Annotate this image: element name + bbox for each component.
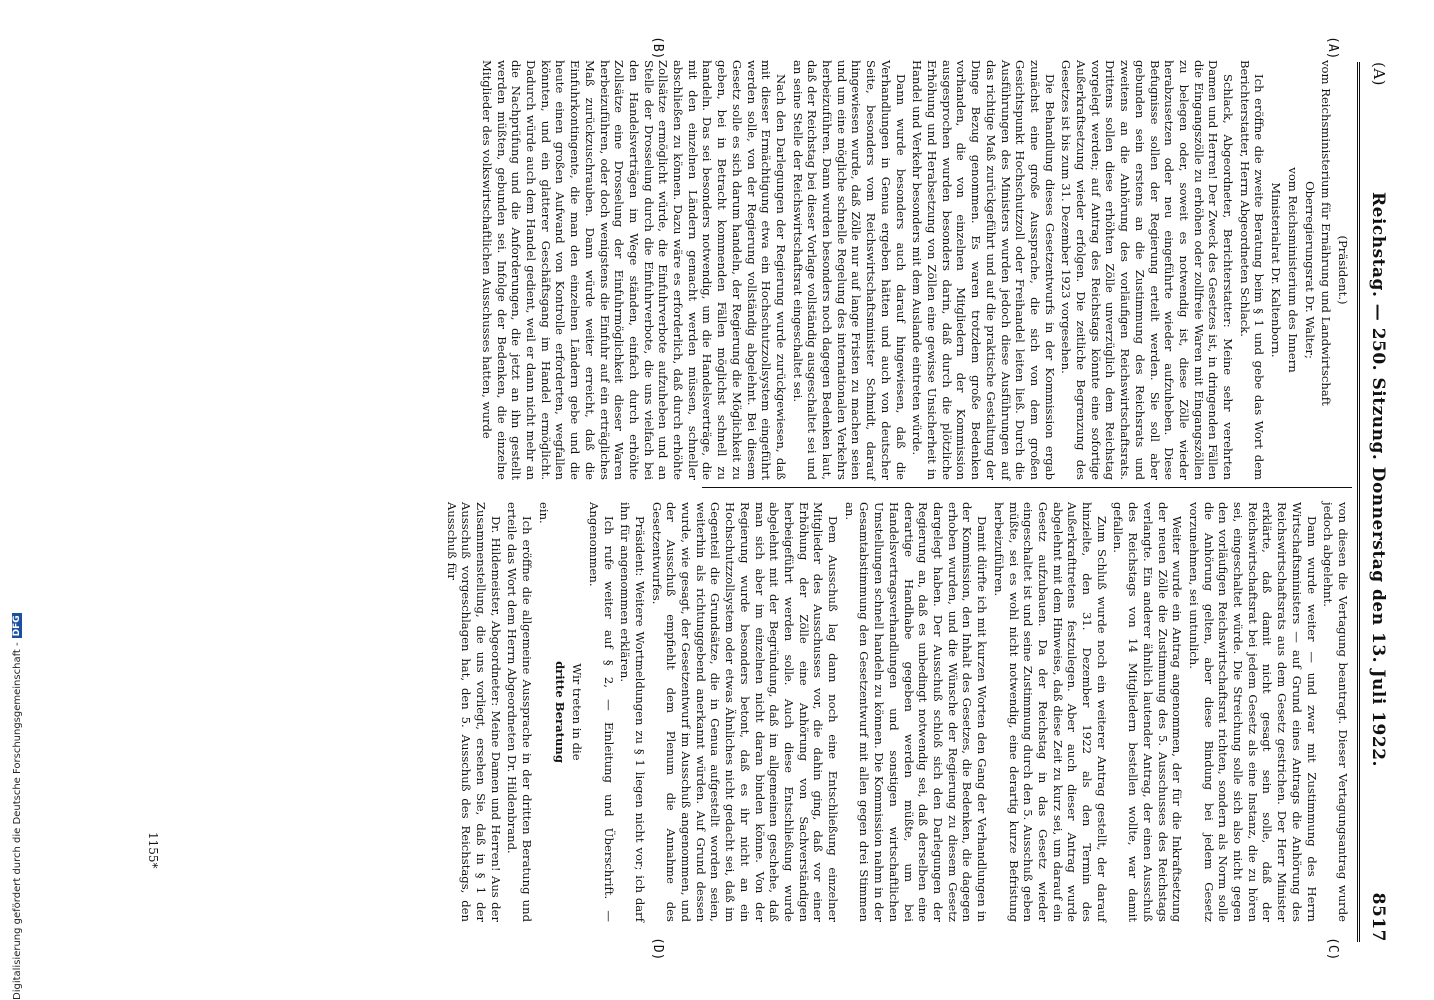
margin-marker-b: (B) <box>650 36 665 60</box>
paragraph: Schlack, Abgeordneter, Berichterstatter: Meine sehr verehrten Damen und Herren! Der Zweck des Gesetzes ist, in dringenden Fällen die Eingangszölle zu erhöhen oder zollfreie Waren mit Eingangszöllen zu belegen oder, soweit es notwendig ist, diese Zölle wieder herabzusetzen oder neu eingeführte wieder aufzuheben. Diese Befugnisse sollen der Regierung erteilt werden. Sie soll aber gebunden sein erstens an die Zustimmung des Reichsrats und zweitens an die Anhörung des vorläufigen Reichswirtschaftsrats. Drittens sollen diese erhöhten Zölle unverzüglich dem Reichstag vorgelegt werden; auf Antrag des Reichstags könnte eine sofortige Außerkraftsetzung wieder erfolgen. Die zeitliche Begrenzung des Gesetzes ist bis zum 31. Dezember 1923 vorgesehen. <box>1059 60 1236 480</box>
running-title: Reichstag. — 250. Sitzung. Donnerstag den 13. Juli 1922. <box>1368 192 1388 767</box>
paragraph: Präsident: Weitere Wortmeldungen zu § 1 liegen nicht vor; ich darf ihn für angenommen erklären. <box>618 502 647 922</box>
attendee-line: vom Reichsministerium des Innern <box>1285 167 1300 373</box>
attendee-line: vom Reichsministerium für Ernährung und Landwirtschaft <box>1319 60 1334 406</box>
paragraph: Ich eröffne die zweite Beratung beim § 1 und gebe das Wort dem Berichterstatter, Herrn Abgeordneten Schlack. <box>1237 60 1267 480</box>
paragraph: Wir treten in die <box>570 663 585 761</box>
paragraph: Zum Schluß wurde noch ein weiterer Antrag gestellt, der darauf hinzielte, den 31. Dezember 1922 als den Termin des Außerkrafttretens festzulegen. Aber auch dieser Antrag wurde abgelehnt mit dem Hinweise, daß diese Zeit zu kurz sei, um darauf ein Gesetz aufzubauen. Da der Reichstag in das Gesetz wieder eingeschaltet ist und seine Zustimmung durch den 5. Ausschuß geben müßte, sei es wohl nicht notwendig, eine derartig kurze Befristung herbeizuführen. <box>991 502 1109 922</box>
scanned-page <box>80 32 1400 972</box>
page-number: 8517 <box>1368 892 1388 942</box>
paragraph: von diesen die Vertagung beantragt. Dieser Vertagungsantrag wurde jedoch abgelehnt. <box>1321 502 1350 922</box>
margin-marker-a: (A) <box>1370 62 1388 87</box>
paragraph: Dann wurde besonders auch darauf hingewiesen, daß die Verhandlungen in Genua ergeben hätten und auch von deutscher Seite, besonders vom Reichswirtschaftsminister Schmidt, darauf hingewiesen wurde, daß Zölle nur auf lange Fristen zu machen seien und um eine mögliche schnelle Regelung des internationalen Verkehrs herbeizuführen. Dann wurden besonders noch dagegen Bedenken laut, daß der Reichstag bei dieser Vorlage vollständig ausgeschaltet sei und an seine Stelle der Reichswirtschaftsrat eingeschaltet sei. <box>790 60 908 480</box>
paragraph: Dann wurde weiter — und zwar mit Zustimmung des Herrn Wirtschaftsministers — auf Grund eines Antrags die Anhörung des Reichswirtschaftsrats aus dem Gesetz gestrichen. Der Herr Minister erklärte, daß damit nicht gesagt sein solle, daß der Reichswirtschaftsrat bei jedem Gesetz als eine Instanz, die zu hören sei, eingeschaltet würde. Die Streichung solle sich also nicht gegen den vorläufigen Reichswirtschaftsrat richten, sondern als Norm solle die Anhörung gelten, aber diese Bindung bei jedem Gesetz vorzunehmen, sei untunlich. <box>1186 502 1319 922</box>
attendee-line: Oberregierungsrat Dr. Walter; <box>1302 181 1317 359</box>
paragraph: Weiter wurde ein Antrag angenommen, der für die Inkraftsetzung der neuen Zölle die Zustimmung des 5. Ausschusses des Reichstags verlangte. Ein anderer ähnlich lautender Antrag, der einen Ausschuß des Reichstags von 14 Mitgliedern bestellen wollte, war damit gefallen. <box>1111 502 1185 922</box>
page-header <box>1357 62 1394 942</box>
section-heading: dritte Beratung <box>553 661 568 763</box>
paragraph: Damit dürfte ich mit kurzen Worten den Gang der Verhandlungen in der Kommission, den Inhalt des Gesetzes, die Bedenken, die dagegen erhoben wurden, und die Wünsche der Regierung zu diesem Gesetz dargelegt haben. Der Ausschuß schloß sich den Darlegungen der Regierung an, daß es unbedingt notwendig sei, daß derselben eine derartige Handhabe gegeben werden müßte, um bei Handelsvertragsverhandlungen und sonstigen wirtschaftlichen Umstellungen schnell handeln zu können. Die Kommission nahm in der Gesamtabstimmung den Gesetzentwurf mit allen gegen drei Stimmen an. <box>842 502 990 922</box>
paragraph: Ich rufe weiter auf § 2, — Einleitung und Überschrift. — Angenommen. <box>586 502 616 922</box>
paragraph: Ich eröffne die allgemeine Aussprache in der dritten Beratung und erteile das Wort dem Herrn Abgeordneten Dr. Hildenbrand. <box>505 502 535 922</box>
credit-text: Digitalisierung gefördert durch die Deutsche Forschungsgemeinschaft - <box>11 642 23 1000</box>
dfg-logo: DFG <box>12 615 22 637</box>
paragraph: ein. <box>536 502 551 524</box>
digitization-credit <box>8 20 26 1000</box>
paragraph: Dr. Hildemeister, Abgeordneter: Meine Damen und Herren! Aus der Zusammenstellung, die uns vorliegt, ersehen Sie, daß in § 1 der Ausschuß vorgeschlagen hat, den 5. Ausschuß des Reichstags, den Ausschuß für <box>444 502 503 922</box>
column-divider <box>702 487 1352 488</box>
margin-marker-d: (D) <box>650 937 665 961</box>
footer-signature: 1155* <box>146 832 160 869</box>
right-column <box>442 502 1350 922</box>
paragraph: Nach den Darlegungen der Regierung wurde zurückgewiesen, daß mit dieser Ermächtigung etwa ein Hochschutzzollsystem eingeführt werden solle, von der Regierung vollständig abgelehnt. Bei diesem Gesetz solle es sich darum handeln, der Regierung die Möglichkeit zu geben, bei in Betracht kommenden Fällen möglichst schnell zu handeln. Das sei besonders notwendig, um die Handelsverträge, die mit den einzelnen Ländern gemacht werden müssen, schneller abschließen zu können. Dazu wäre es erforderlich, daß durch erhöhte Zollsätze ermöglicht würde, die Einfuhrverbote aufzuheben und an Stelle der Drosselung durch die Einfuhrverbote, die uns vielfach bei den Handelsverträgen im Wege ständen, einfach durch erhöhte Zollsätze eine Drosselung der Einfuhrmöglichkeit dieser Waren herbeizuführen, oder doch wenigstens die Einfuhr auf ein erträgliches Maß zurückzuschrauben. Dann würde weiter erreicht, daß die Einfuhrkontingente, die man den einzelnen Ländern gebe und die heute einen großen Aufwand von Kontrolle erforderten, wegfallen könnten, und ein glatterer Geschäftsgang im Handel ermöglicht. Dadurch würde auch dem Handel gedient, weil er dann nicht mehr an die Nachprüfung und die Anforderungen, die jetzt an ihn gestellt werden müßten, gebunden sei. Infolge der Bedenken, die einzelne Mitglieder des volkswirtschaftlichen Ausschusses hatten, wurde <box>479 60 788 480</box>
attendee-line: Ministerialrat Dr. Kaltenborn. <box>1269 182 1284 358</box>
paragraph: Die Behandlung dieses Gesetzentwurfs in der Kommission ergab zunächst eine große Aussprache, die sich von dem großen Gesichtspunkt Hochschutzzoll oder Freihandel leiten ließ. Durch die Ausführungen des Ministers wurden jedoch diese Ausführungen auf das richtige Maß zurückgeführt und auf die praktische Gestaltung der Dinge Bezug genommen. Es waren trotzdem große Bedenken vorhanden, die von einzelnen Mitgliedern der Kommission ausgesprochen wurden besonders darin, daß durch die plötzliche Erhöhung und Herabsetzung von Zöllen eine gewisse Unsicherheit in Handel und Verkehr besonders mit dem Auslande eintreten würde. <box>910 60 1057 480</box>
paragraph: Dem Ausschuß lag dann noch eine Entschließung einzelner Mitglieder des Ausschusses vor, die dahin ging, daß vor einer Erhöhung der Zölle eine Anhörung von Sachverständigen herbeigeführt werden solle. Auch diese Entschließung wurde abgelehnt mit der Begründung, daß im allgemeinen geschehe, daß man sich aber im einzelnen nicht daran binden könne. Von der Regierung wurde besonders betont, daß es ihr nicht an ein Hochschutzzollsystem oder etwas Ähnliches nicht gedacht sei, daß im Gegenteil die Grundsätze, die in Genua aufgestellt worden seien, weiterhin als richtunggebend anerkannt würden. Auf Grund dessen wurde, wie gesagt, der Gesetzentwurf im Ausschuß angenommen, und der Ausschuß empfiehlt dem Plenum die Annahme des Gesetzentwurfes. <box>649 502 841 922</box>
margin-marker-c: (C) <box>1325 937 1340 961</box>
speaker-heading: (Präsident.) <box>1336 235 1350 305</box>
margin-marker-a: (A) <box>1325 36 1340 60</box>
left-column <box>477 60 1350 480</box>
